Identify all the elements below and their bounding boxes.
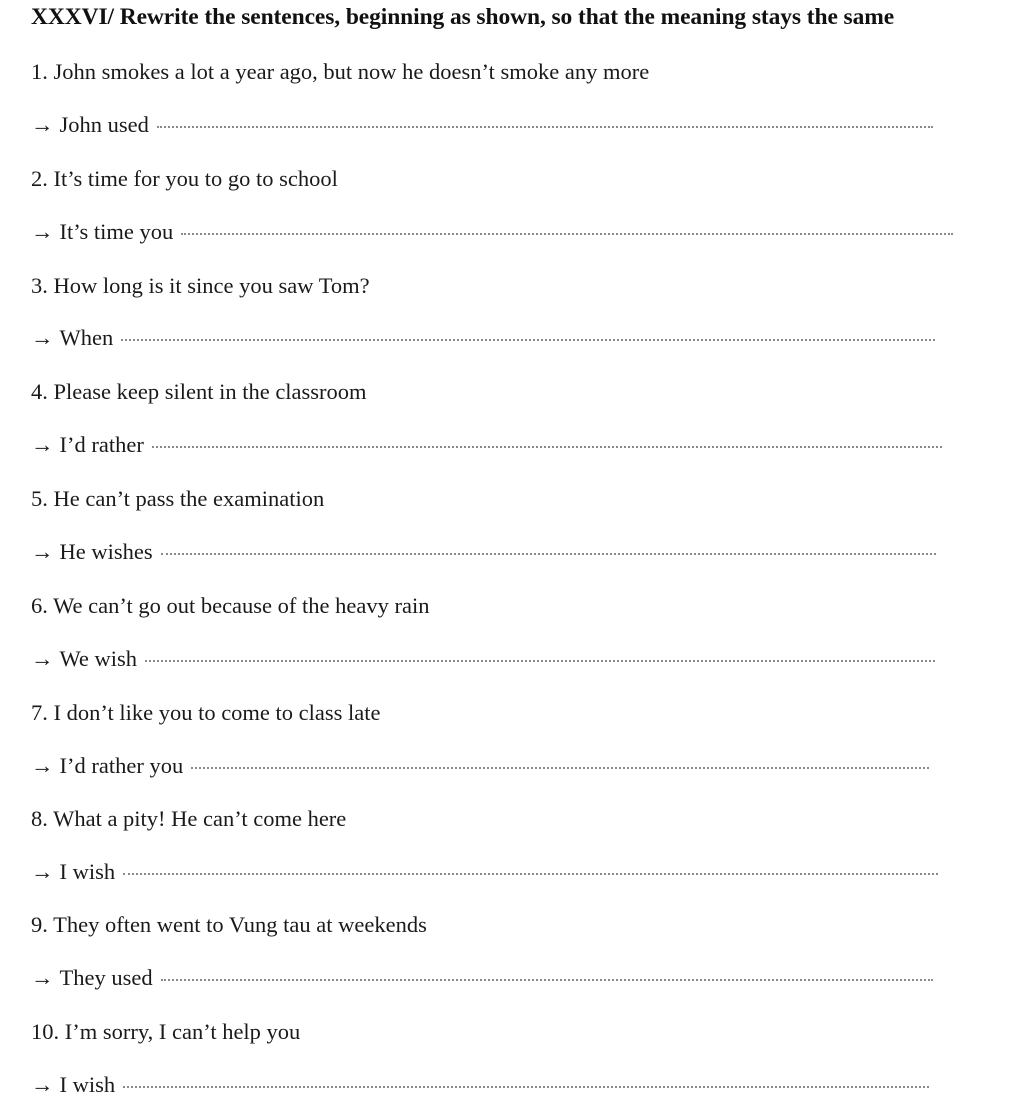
exercise-sentence: 6. We can’t go out because of the heavy rain — [31, 593, 430, 618]
arrow-icon: → — [31, 112, 54, 137]
arrow-icon: → — [31, 325, 54, 350]
exercise-sentence: 4. Please keep silent in the classroom — [31, 379, 367, 404]
answer-line — [31, 1070, 929, 1100]
arrow-icon: → — [31, 753, 54, 778]
exercise-sentence: 9. They often went to Vung tau at weekends — [31, 912, 427, 937]
answer-line — [31, 430, 942, 460]
arrow-icon: → — [31, 432, 54, 457]
answer-line — [31, 323, 935, 353]
answer-prompt: When — [59, 325, 114, 350]
exercise-sentence: 10. I’m sorry, I can’t help you — [31, 1019, 301, 1044]
answer-line — [31, 537, 936, 567]
exercise-sentence: 8. What a pity! He can’t come here — [31, 806, 347, 831]
exercise-sentence: 2. It’s time for you to go to school — [31, 166, 338, 191]
answer-blank[interactable] — [191, 767, 929, 769]
answer-blank[interactable] — [121, 339, 935, 341]
answer-blank[interactable] — [161, 553, 936, 555]
answer-prompt: I’d rather you — [59, 753, 184, 778]
answer-blank[interactable] — [123, 873, 938, 875]
answer-blank[interactable] — [123, 1086, 929, 1088]
exercise-title: XXXVI/ Rewrite the sentences, beginning as shown, so that the meaning stays the same — [31, 4, 895, 30]
arrow-icon: → — [31, 965, 54, 990]
answer-prompt: He wishes — [59, 539, 153, 564]
arrow-icon: → — [31, 646, 54, 671]
answer-blank[interactable] — [157, 126, 933, 128]
exercise-sentence: 1. John smokes a lot a year ago, but now he doesn’t smoke any more — [31, 59, 650, 84]
answer-prompt: I wish — [59, 1072, 116, 1097]
exercise-sentence: 5. He can’t pass the examination — [31, 486, 325, 511]
answer-blank[interactable] — [161, 979, 933, 981]
answer-prompt: It’s time you — [59, 219, 174, 244]
answer-line — [31, 644, 935, 674]
answer-prompt: We wish — [59, 646, 138, 671]
arrow-icon: → — [31, 219, 54, 244]
exercise-sentence: 7. I don’t like you to come to class late — [31, 700, 381, 725]
answer-line — [31, 110, 933, 140]
answer-blank[interactable] — [145, 660, 935, 662]
answer-line — [31, 751, 929, 781]
answer-prompt: They used — [59, 965, 153, 990]
arrow-icon: → — [31, 1072, 54, 1097]
answer-blank[interactable] — [152, 446, 942, 448]
arrow-icon: → — [31, 859, 54, 884]
answer-line — [31, 857, 938, 887]
exercise-sentence: 3. How long is it since you saw Tom? — [31, 273, 370, 298]
answer-line — [31, 963, 933, 993]
answer-prompt: I wish — [59, 859, 116, 884]
answer-line — [31, 217, 953, 247]
arrow-icon: → — [31, 539, 54, 564]
answer-prompt: I’d rather — [59, 432, 144, 457]
answer-blank[interactable] — [181, 233, 953, 235]
answer-prompt: John used — [59, 112, 149, 137]
